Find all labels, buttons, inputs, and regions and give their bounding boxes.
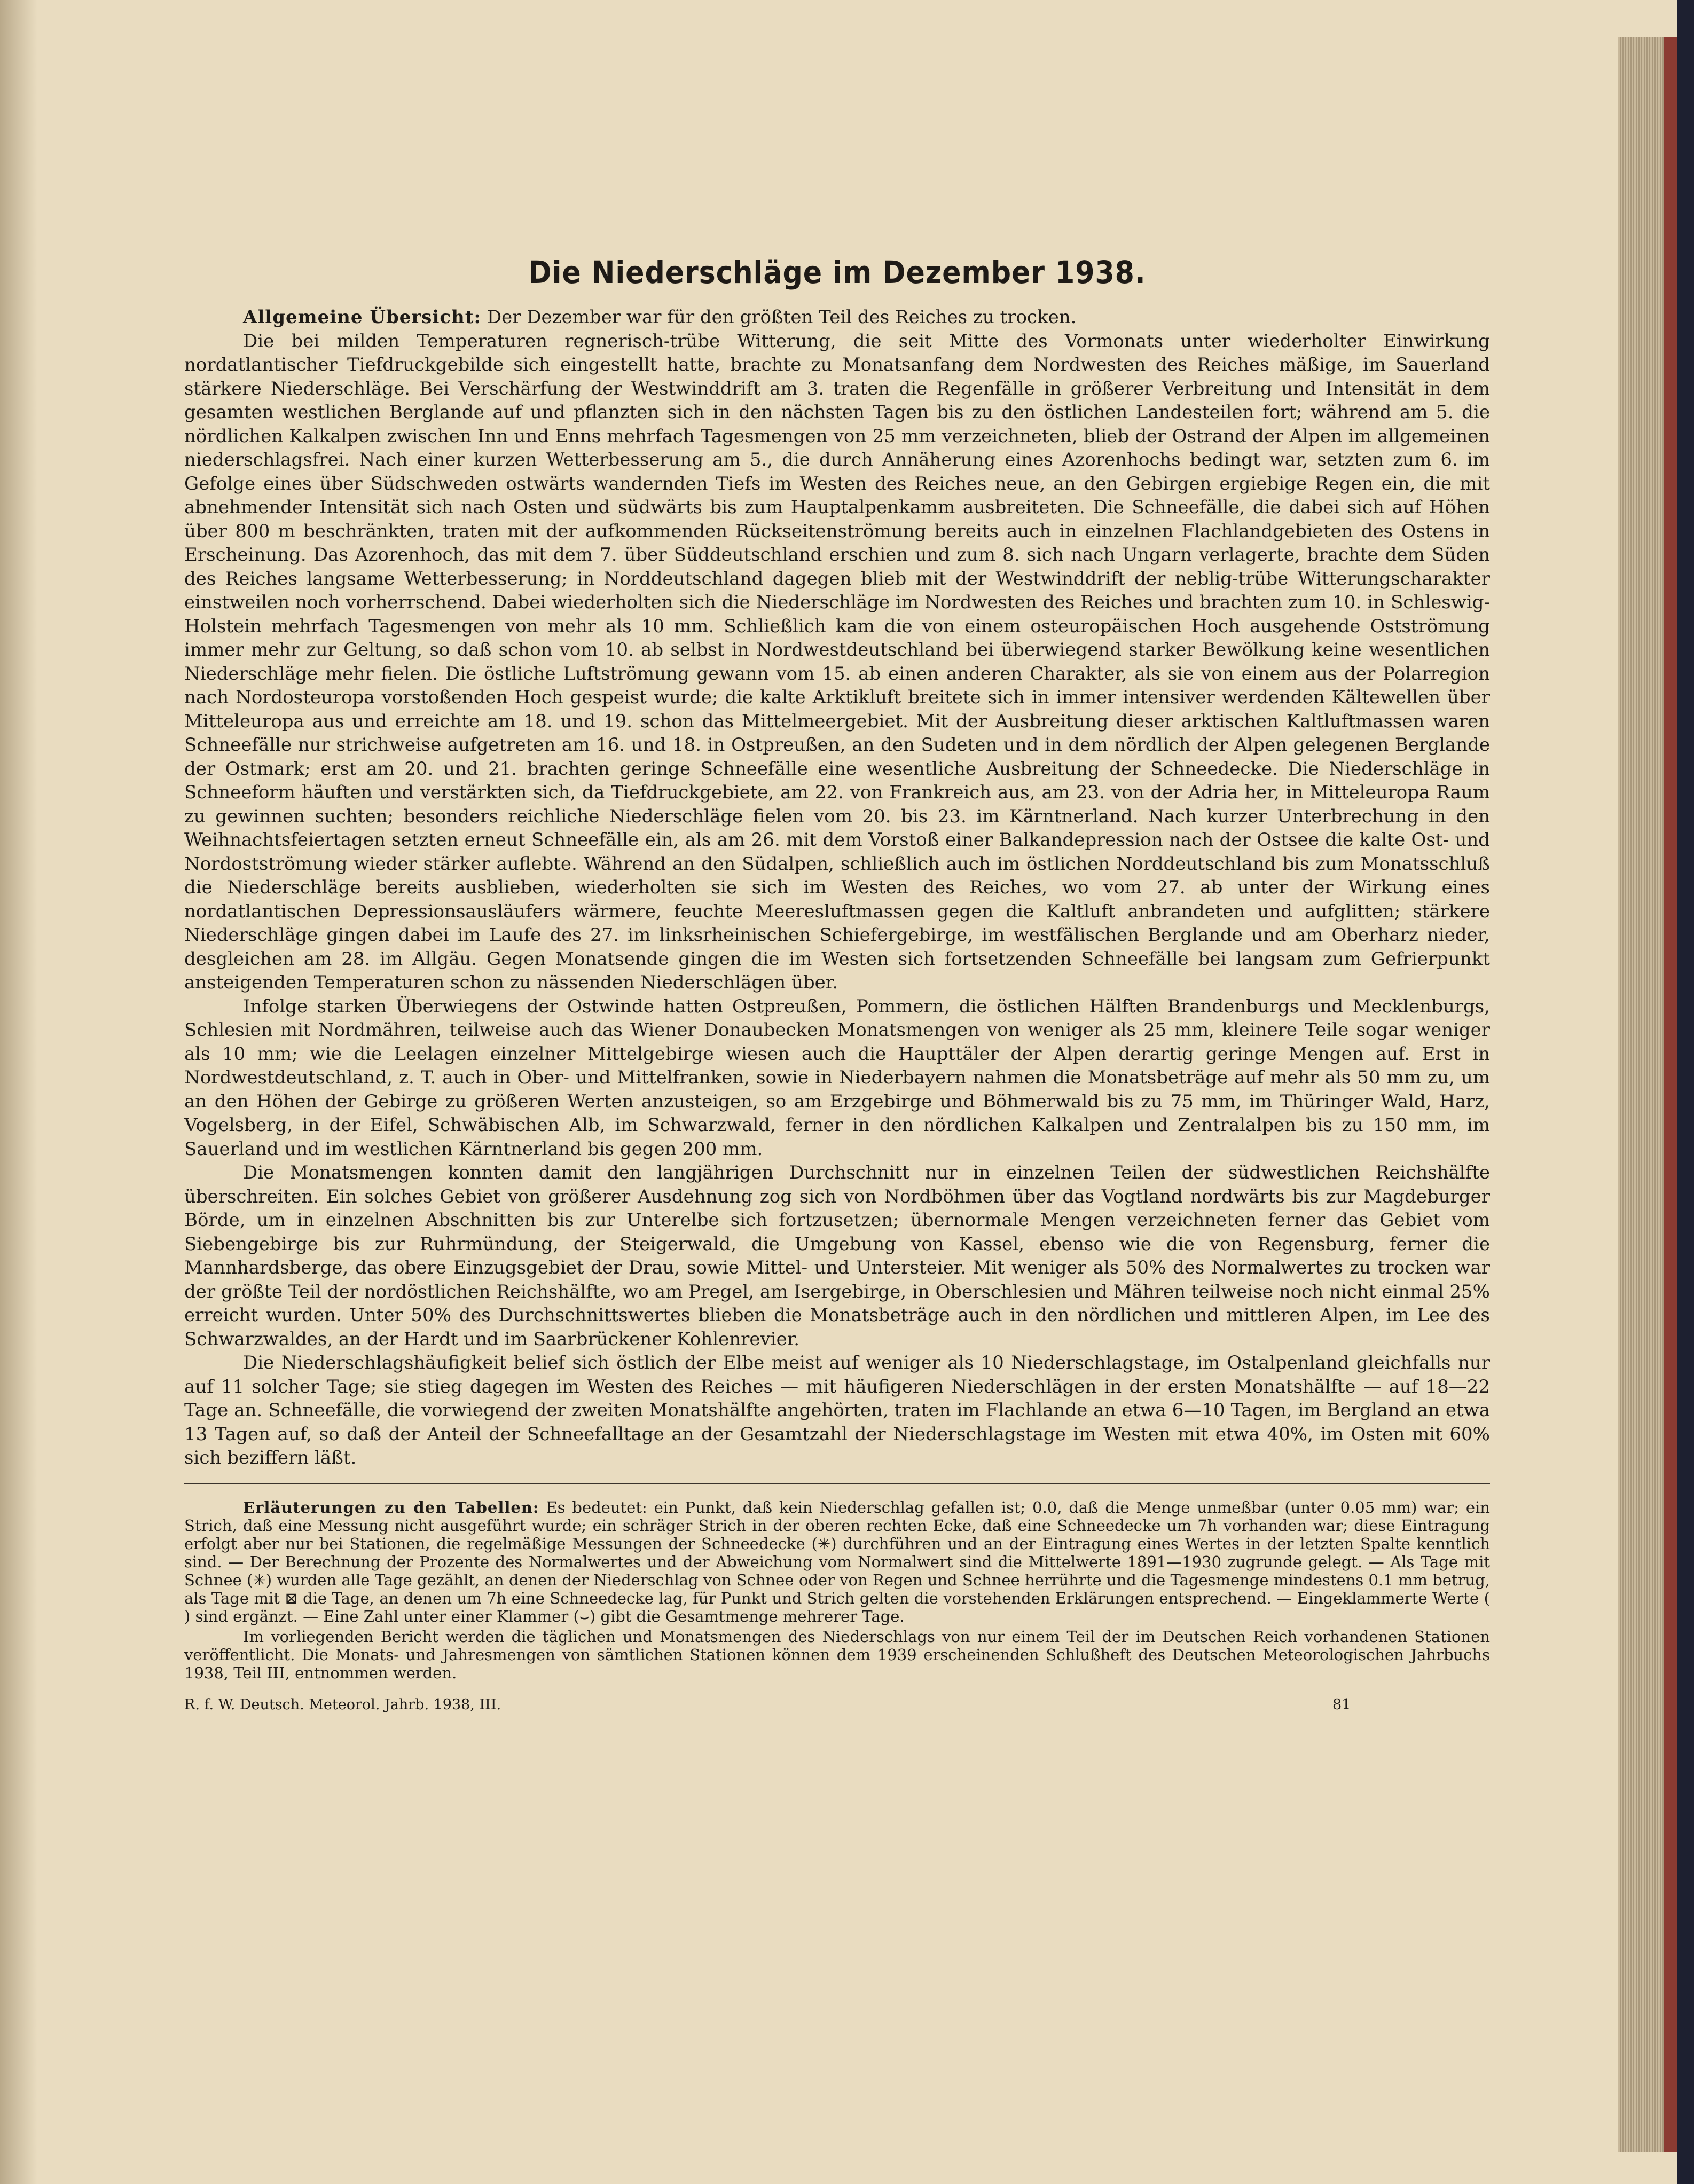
gutter-shadow — [0, 0, 37, 2184]
book-cover-edge — [1677, 0, 1694, 2184]
notes-explanation — [184, 1498, 1490, 1625]
page-content — [184, 251, 1490, 1717]
table-notes — [184, 1498, 1490, 1682]
notes-explanation-text: Es bedeutet: ein Punkt, daß kein Niederschlag gefallen ist; 0.0, daß die Menge unmeßbar (unter 0.05 mm) war; ein Strich, daß eine Messung nicht ausgeführt wurde; ein schräger Strich in der oberen rechten Ecke, daß eine Schneedecke um 7h vorhanden war; diese Eintragung erfolgt aber nur bei Stationen, die regelmäßige Messungen der Schneedecke (✳) durchführen und an der Eintragung eines Wertes in der letzten Spalte kenntlich sind. — Der Berechnung der Prozente des Normalwertes und der Abweichung vom Normalwert sind die Mittelwerte 1891—1930 zugrunde gelegt. — Als Tage mit Schnee (✳) wurden alle Tage gezählt, an denen der Niederschlag von Schnee oder von Regen und Schnee herrührte und die Tagesmenge mindestens 0.1 mm betrug, als Tage mit ⊠ die Tage, an denen um 7h eine Schneedecke lag, für Punkt und Strich gelten die vorstehenden Erklärungen entsprechend. — Eingeklammerte Werte ( ) sind ergänzt. — Eine Zahl unter einer Klammer (⌣) gibt die Gesamtmenge mehrerer Tage. — [184, 1498, 1490, 1625]
paragraph-weather-course: Die bei milden Temperaturen regnerisch-trübe Witterung, die seit Mitte des Vormonats unter wiederholter Einwirkung nordatlantischer Tiefdruckgebilde sich eingestellt hatte, brachte zu Monatsanfang dem Nordwesten des Reiches mäßige, im Sauerland stärkere Niederschläge. Bei Verschärfung der Westwinddrift am 3. traten die Regenfälle in größerer Verbreitung und Intensität in dem gesamten westlichen Berglande auf und pflanzten sich in den nächsten Tagen bis zu den östlichen Landesteilen fort; während am 5. die nördlichen Kalkalpen zwischen Inn und Enns mehrfach Tagesmengen von 25 mm verzeichneten, blieb der Ostrand der Alpen im allgemeinen niederschlagsfrei. Nach einer kurzen Wetterbesserung am 5., die durch Annäherung eines Azorenhochs bedingt war, setzten zum 6. im Gefolge eines über Südschweden ostwärts wandernden Tiefs im Westen des Reiches neue, an den Gebirgen ergiebige Regen ein, die mit abnehmender Intensität sich nach Osten und südwärts bis zum Hauptalpenkamm ausbreiteten. Die Schneefälle, die dabei sich auf Höhen über 800 m beschränkten, traten mit der aufkommenden Rückseitenströmung bereits auch in einzelnen Flachlandgebieten des Ostens in Erscheinung. Das Azorenhoch, das mit dem 7. über Süddeutschland erschien und zum 8. sich nach Ungarn verlagerte, brachte dem Süden des Reiches langsame Wetterbesserung; in Norddeutschland dagegen blieb mit der Westwinddrift der neblig-trübe Witterungscharakter einstweilen noch vorherrschend. Dabei wiederholten sich die Niederschläge im Nordwesten des Reiches und brachten zum 10. in Schleswig-Holstein mehrfach Tagesmengen von mehr als 10 mm. Schließlich kam die von einem osteuropäischen Hoch ausgehende Ostströmung immer mehr zur Geltung, so daß schon vom 10. ab selbst in Nordwestdeutschland bei überwiegend starker Bewölkung keine wesentlichen Niederschläge mehr fielen. Die östliche Luftströmung gewann vom 15. ab einen anderen Charakter, als sie von einem aus der Polarregion nach Nordosteuropa vorstoßenden Hoch gespeist wurde; die kalte Arktikluft breitete sich in immer intensiver werdenden Kältewellen über Mitteleuropa aus und erreichte am 18. und 19. schon das Mittelmeergebiet. Mit der Ausbreitung dieser arktischen Kaltluftmassen waren Schneefälle nur strichweise aufgetreten am 16. und 18. in Ostpreußen, an den Sudeten und in dem nördlich der Alpen gelegenen Berglande der Ostmark; erst am 20. und 21. brachten geringe Schneefälle eine wesentliche Ausbreitung der Schneedecke. Die Niederschläge in Schneeform häuften und verstärkten sich, da Tiefdruckgebiete, am 22. von Frankreich aus, am 23. von der Adria her, in Mitteleuropa Raum zu gewinnen suchten; besonders reichliche Niederschläge fielen vom 20. bis 23. im Kärntnerland. Nach kurzer Unterbrechung in den Weihnachtsfeiertagen setzten erneut Schneefälle ein, als am 26. mit dem Vorstoß einer Balkandepression nach der Ostsee die kalte Ost- und Nordostströmung wieder stärker auflebte. Während an den Südalpen, schließlich auch im östlichen Norddeutschland bis zum Monatsschluß die Niederschläge bereits ausblieben, wiederholten sie sich im Westen des Reiches, wo vom 27. ab unter der Wirkung eines nordatlantischen Depressionsausläufers wärmere, feuchte Meeresluftmassen gegen die Kaltluft anbrandeten und aufglitten; stärkere Niederschläge gingen dabei im Laufe des 27. im linksrheinischen Schiefergebirge, im westfälischen Berglande und am Oberharz nieder, desgleichen am 28. im Allgäu. Gegen Monatsende gingen die im Westen sich fortsetzenden Schneefälle bei langsam zum Gefrierpunkt ansteigenden Temperaturen schon zu nässenden Niederschlägen über. — [184, 330, 1490, 993]
page-footer — [184, 1696, 1490, 1717]
paragraph-monthly-amounts: Infolge starken Überwiegens der Ostwinde hatten Ostpreußen, Pommern, die östlichen Hälften Brandenburgs und Mecklenburgs, Schlesien mit Nordmähren, teilweise auch das Wiener Donaubecken Monatsmengen von weniger als 25 mm, kleinere Teile sogar weniger als 10 mm; wie die Leelagen einzelner Mittelgebirge wiesen auch die Haupttäler der Alpen derartig geringe Mengen auf. Erst in Nordwestdeutschland, z. T. auch in Ober- und Mittelfranken, sowie in Niederbayern nahmen die Monatsbeträge auf mehr als 50 mm zu, um an den Höhen der Gebirge zu größeren Werten anzusteigen, so am Erzgebirge und Böhmerwald bis zu 75 mm, im Thüringer Wald, Harz, Vogelsberg, in der Eifel, Schwäbischen Alb, im Schwarzwald, ferner in den nördlichen Kalkalpen und Zentralalpen bis zu 150 mm, im Sauerland und im westlichen Kärntnerland bis gegen 200 mm. — [184, 995, 1490, 1160]
overview-text: Der Dezember war für den größten Teil des Reiches zu trocken. — [487, 307, 1077, 328]
page-number: 81 — [1332, 1696, 1351, 1713]
overview-label: Allgemeine Übersicht: — [243, 307, 482, 328]
separator-rule — [184, 1483, 1490, 1484]
report-body — [184, 305, 1490, 1470]
footer-reference: R. f. W. Deutsch. Meteorol. Jahrb. 1938, III. — [184, 1696, 501, 1713]
paragraph-normal-comparison: Die Monatsmengen konnten damit den langjährigen Durchschnitt nur in einzelnen Teilen der südwestlichen Reichshälfte überschreiten. Ein solches Gebiet von größerer Ausdehnung zog sich von Nordböhmen über das Vogtland nordwärts bis zur Magdeburger Börde, um in einzelnen Abschnitten bis zur Unterelbe sich fortzusetzen; übernormale Mengen verzeichneten ferner das Gebiet vom Siebengebirge bis zur Ruhrmündung, der Steigerwald, die Umgebung von Kassel, ebenso wie die von Regensburg, ferner die Mannhardsberge, das obere Einzugsgebiet der Drau, sowie Mittel- und Untersteier. Mit weniger als 50% des Normalwertes zu trocken war der größte Teil der nordöstlichen Reichshälfte, wo am Pregel, am Isergebirge, in Oberschlesien und Mähren teilweise noch nicht einmal 25% erreicht wurden. Unter 50% des Durchschnittswertes blieben die Monatsbeträge auch in den nördlichen und mittleren Alpen, im Lee des Schwarzwaldes, an der Hardt und im Saarbrückener Kohlenrevier. — [184, 1162, 1490, 1350]
paragraph-overview — [184, 305, 1490, 329]
page-title: Die Niederschläge im Dezember 1938. — [528, 254, 1146, 290]
notes-label: Erläuterungen zu den Tabellen: — [243, 1498, 539, 1517]
paragraph-frequency: Die Niederschlagshäufigkeit belief sich östlich der Elbe meist auf weniger als 10 Niederschlagstage, im Ostalpenland gleichfalls nur auf 11 solcher Tage; sie stieg dagegen im Westen des Reiches — mit häufigeren Niederschlägen in der ersten Monatshälfte — auf 18—22 Tage an. Schneefälle, die vorwiegend der zweiten Monatshälfte angehörten, traten im Flachlande an etwa 6—10 Tagen, im Bergland an etwa 13 Tagen auf, so daß der Anteil der Schneefalltage an der Gesamtzahl der Niederschlagstage im Westen mit etwa 40%, im Osten mit 60% sich beziffern läßt. — [184, 1352, 1490, 1468]
notes-report-scope: Im vorliegenden Bericht werden die täglichen und Monatsmengen des Niederschlags von nur einem Teil der im Deutschen Reich vorhandenen Stationen veröffentlicht. Die Monats- und Jahresmengen von sämtlichen Stationen können dem 1939 erscheinenden Schlußheft des Deutschen Meteorologischen Jahrbuchs 1938, Teil III, entnommen werden. — [184, 1627, 1490, 1682]
